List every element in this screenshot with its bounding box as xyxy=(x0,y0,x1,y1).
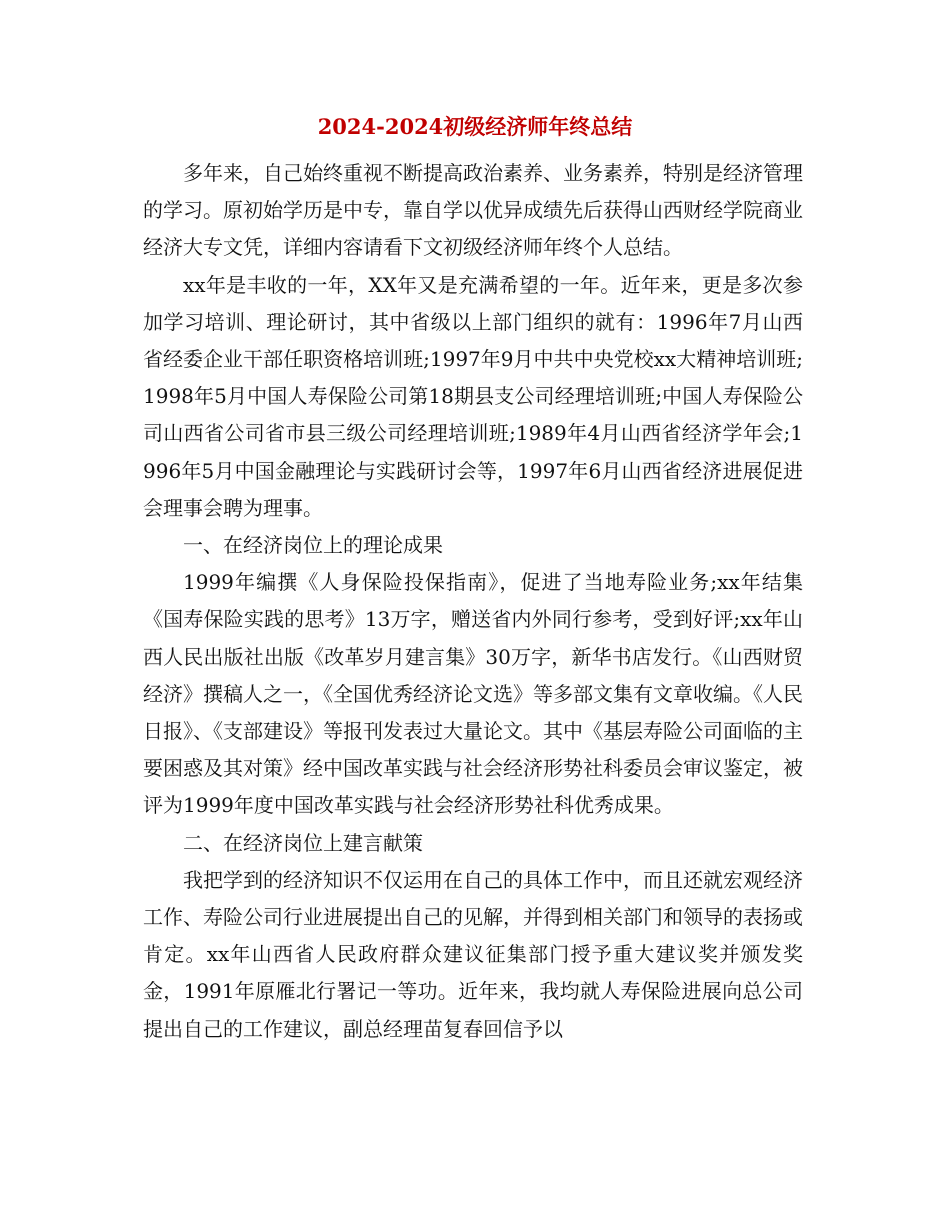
section-heading-theory: 一、在经济岗位上的理论成果 xyxy=(183,533,443,558)
paragraph-training: xx年是丰收的一年，XX年又是充满希望的一年。近年来，更是多次参加学习培训、理论研讨，其中省级以上部门组织的就有：1996年7月山西省经委企业干部任职资格培训班;1997年9月中共中央党校xx大精神培训班;1998年5月中国人寿保险公司第18期县支公司经理培训班;中国人寿保险公司山西省公司省市县三级公司经理培训班;1989年4月山西省经济学年会;1996年5月中国金融理论与实践研讨会等，1997年6月山西省经济进展促进会理事会聘为理事。 xyxy=(143,272,803,520)
paragraph-intro: 多年来，自己始终重视不断提高政治素养、业务素养，特别是经济管理的学习。原初始学历是中专，靠自学以优异成绩先后获得山西财经学院商业经济大专文凭，详细内容请看下文初级经济师年终个人总结。 xyxy=(143,161,803,260)
document-title: 2024-2024初级经济师年终总结 xyxy=(317,114,633,139)
document-body xyxy=(143,155,803,1048)
section-heading-suggestions: 二、在经济岗位上建言献策 xyxy=(183,830,423,855)
paragraph-theory: 1999年编撰《人身保险投保指南》，促进了当地寿险业务;xx年结集《国寿保险实践的思考》13万字，赠送省内外同行参考，受到好评;xx年山西人民出版社出版《改革岁月建言集》30万字，新华书店发行。《山西财贸经济》撰稿人之一，《全国优秀经济论文选》等多部文集有文章收编。《人民日报》、《支部建设》等报刊发表过大量论文。其中《基层寿险公司面临的主要困惑及其对策》经中国改革实践与社会经济形势社科委员会审议鉴定，被评为1999年度中国改革实践与社会经济形势社科优秀成果。 xyxy=(143,570,803,818)
paragraph-suggestions: 我把学到的经济知识不仅运用在自己的具体工作中，而且还就宏观经济工作、寿险公司行业进展提出自己的见解，并得到相关部门和领导的表扬或肯定。xx年山西省人民政府群众建议征集部门授予重大建议奖并颁发奖金，1991年原雁北行署记一等功。近年来，我均就人寿保险进展向总公司提出自己的工作建议，副总经理苗复春回信予以 xyxy=(143,867,803,1041)
